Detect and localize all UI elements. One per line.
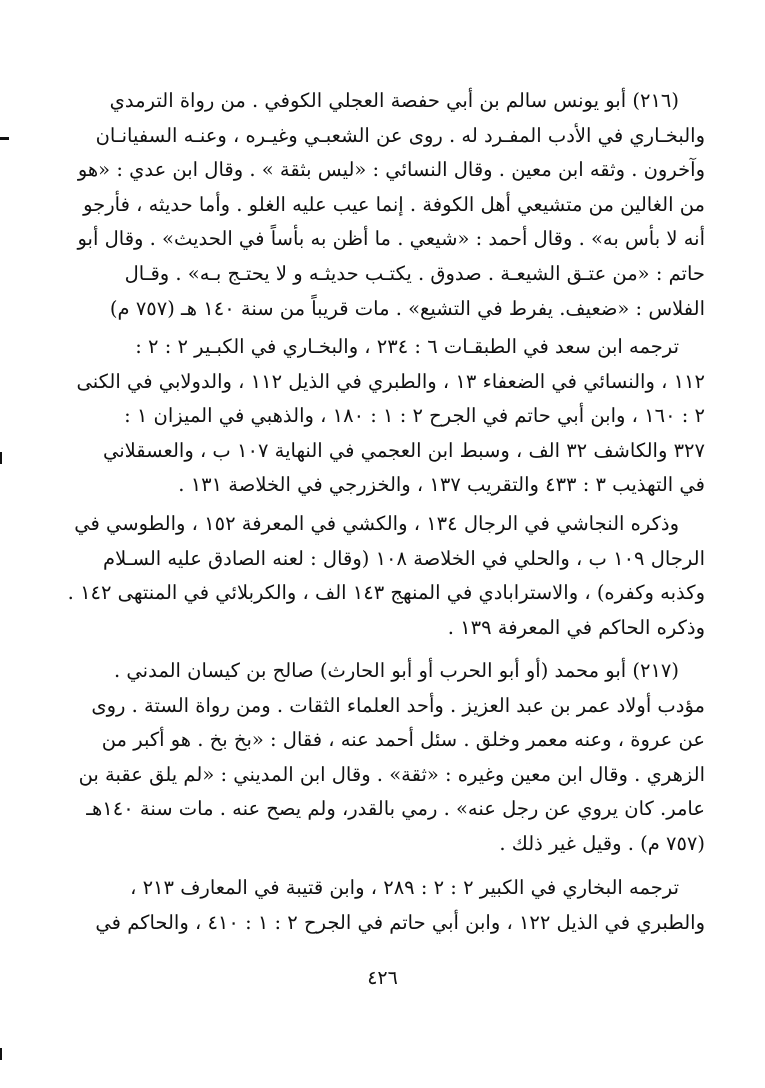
paragraph-references-216 [76,330,705,503]
scan-edge-mark [0,452,2,464]
text-line: أنه لا بأس به» . وقال أحمد : «شيعي . ما أظن به بأساً في الحديث» . وقال أبو [77,227,705,251]
text-line: مؤدب أولاد عمر بن عبد العزيز . وأحد العلماء الثقات . ومن رواة الستة . روى [91,693,705,717]
paragraph-mentions-216 [67,507,705,645]
paragraph-entry-216 [77,84,705,326]
text-line: حاتم : «من عتـق الشيعـة . صدوق . يكتـب حديثـه و لا يحتـج بـه» . وقـال [124,261,705,285]
text-line: الزهري . وقال ابن معين وغيره : «ثقة» . وقال ابن المديني : «لم يلق عقبة بن [78,762,705,786]
text-line: وذكره الحاكم في المعرفة ١٣٩ . [447,615,705,639]
text-line: (٢١٧) أبو محمد (أو أبو الحرب أو أبو الحارث) صالح بن كيسان المدني . [114,659,679,682]
text-line: عن عروة ، وعنه معمر وخلق . سئل أحمد عنه ، فقال : «بخ بخ . هو أكبر من [101,728,705,752]
text-line: (٢١٦) أبو يونس سالم بن أبي حفصة العجلي الكوفي . من رواة الترمدي [109,89,679,112]
text-line: وكذبه وكفره) ، والاسترابادي في المنهج ١٤٣ الف ، والكربلائي في المنتهى ١٤٢ . [67,581,705,605]
text-line: ٢ : ١٦٠ ، وابن أبي حاتم في الجرح ٢ : ١ : ١٨٠ ، والذهبي في الميزان ١ : [124,404,705,428]
text-line: ٣٢٧ والكاشف ٣٢ الف ، وسبط ابن العجمي في النهاية ١٠٧ ب ، والعسقلاني [102,438,705,462]
page-number: ٤٢٦ [367,967,398,989]
scan-edge-mark [0,1048,2,1060]
text-line: من الغالين من متشيعي أهل الكوفة . إنما عيب عليه الغلو . وأما حديثه ، فأرجو [83,192,705,216]
text-line: ترجمه البخاري في الكبير ٢ : ٢ : ٢٨٩ ، وابن قتيبة في المعارف ٢١٣ ، [130,876,679,899]
text-line: الفلاس : «ضعيف. يفرط في التشيع» . مات قريباً من سنة ١٤٠ هـ (٧٥٧ م) [109,296,705,320]
text-line: ١١٢ ، والنسائي في الضعفاء ١٣ ، والطبري في الذيل ١١٢ ، والدولابي في الكنى [76,369,705,393]
text-line: وذكره النجاشي في الرجال ١٣٤ ، والكشي في المعرفة ١٥٢ ، والطوسي في [74,512,679,535]
text-line: ترجمه ابن سعد في الطبقـات ٦ : ٢٣٤ ، والبخـاري في الكبـير ٢ : ٢ : [135,335,679,358]
text-line: (٧٥٧ م) . وقيل غير ذلك . [499,831,705,855]
text-line: والبخـاري في الأدب المفـرد له . روى عن الشعبـي وغيـره ، وعنـه السفيانـان [95,123,705,147]
scan-edge-mark [0,137,9,140]
text-line: الرجال ١٠٩ ب ، والحلي في الخلاصة ١٠٨ (وقال : لعنه الصادق عليه السـلام [103,546,705,570]
text-line: عامر. كان يروي عن رجل عنه» . رمي بالقدر، ولم يصح عنه . مات سنة ١٤٠هـ [86,797,705,821]
text-line: في التهذيب ٣ : ٤٣٣ والتقريب ١٣٧ ، والخزرجي في الخلاصة ١٣١ . [178,473,705,497]
paragraph-entry-217 [78,654,705,862]
text-line: وآخرون . وثقه ابن معين . وقال النسائي : «ليس بثقة » . وقال ابن عدي : «هو [77,158,705,182]
text-line: والطبري في الذيل ١٢٢ ، وابن أبي حاتم في الجرح ٢ : ١ : ٤١٠ ، والحاكم في [95,910,705,934]
paragraph-references-217 [90,871,705,940]
